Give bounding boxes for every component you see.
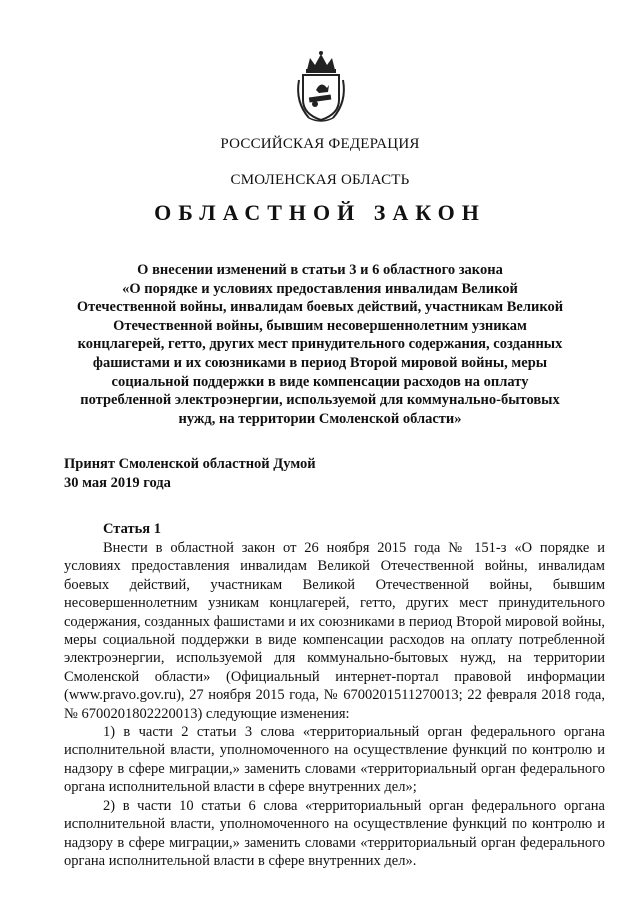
adoption-date: 30 мая 2019 года	[64, 474, 171, 491]
title-line: Отечественной войны, бывшим несовершеннолетним узникам	[113, 317, 527, 334]
adoption-body: Принят Смоленской областной Думой	[64, 456, 316, 472]
region-heading: СМОЛЕНСКАЯ ОБЛАСТЬ	[230, 172, 410, 188]
coat-of-arms-emblem	[293, 50, 349, 124]
article-heading: Статья 1	[103, 521, 161, 537]
title-line: нужд, на территории Смоленской области»	[178, 410, 462, 427]
article-intro-paragraph: Внести в областной закон от 26 ноября 2015 года № 151-з «О порядке и условиях предоставления инвалидам Великой Отечественной войны, инвалидам боевых действий, участникам Великой Отечественной войны, бывшим несовершеннолетним узникам концлагерей, гетто, других мест принудительного содержания, созданных фашистами и их союзниками в период Второй мировой войны, меры социальной поддержки в виде компенсации расходов на оплату потребленной электроэнергии, используемой для коммунально-бытовых нужд, на территории Смоленской области» (Официальный интернет-портал правовой информации (www.pravo.gov.ru), 27 ноября 2015 года, № 6700201511270013; 22 февраля 2018 года, № 6700201802220013) следующие изменения:	[64, 540, 605, 722]
article-item-1: 1) в части 2 статьи 3 слова «территориальный орган федерального органа исполнительной власти, уполномоченного на осуществление функций по контролю и надзору в сфере миграции,» заменить словами «территориальный орган федерального органа исполнительной власти в сфере внутренних дел»;	[64, 724, 605, 796]
title-line: социальной поддержки в виде компенсации расходов на оплату	[111, 373, 529, 390]
article-body	[64, 539, 605, 870]
article-item-2: 2) в части 10 статьи 6 слова «территориальный орган федерального органа исполнительной власти, уполномоченного на осуществление функций по контролю и надзору в сфере миграции,» заменить словами «территориальный орган федерального органа исполнительной власти в сфере внутренних дел».	[64, 797, 605, 869]
title-line: фашистами и их союзниками в период Второй мировой войны, меры	[92, 354, 548, 371]
title-line: потребленной электроэнергии, используемой для коммунально-бытовых	[80, 392, 560, 409]
title-line: концлагерей, гетто, других мест принудительного содержания, созданных	[77, 336, 563, 353]
country-heading: РОССИЙСКАЯ ФЕДЕРАЦИЯ	[220, 136, 420, 152]
title-line: Отечественной войны, инвалидам боевых действий, участникам Великой	[76, 299, 564, 316]
title-line: О внесении изменений в статьи 3 и 6 областного закона	[137, 262, 503, 278]
title-line: «О порядке и условиях предоставления инвалидам Великой	[122, 280, 518, 297]
law-title	[62, 261, 578, 428]
adoption-block	[64, 455, 316, 492]
law-type-heading: ОБЛАСТНОЙ ЗАКОН	[154, 200, 486, 225]
